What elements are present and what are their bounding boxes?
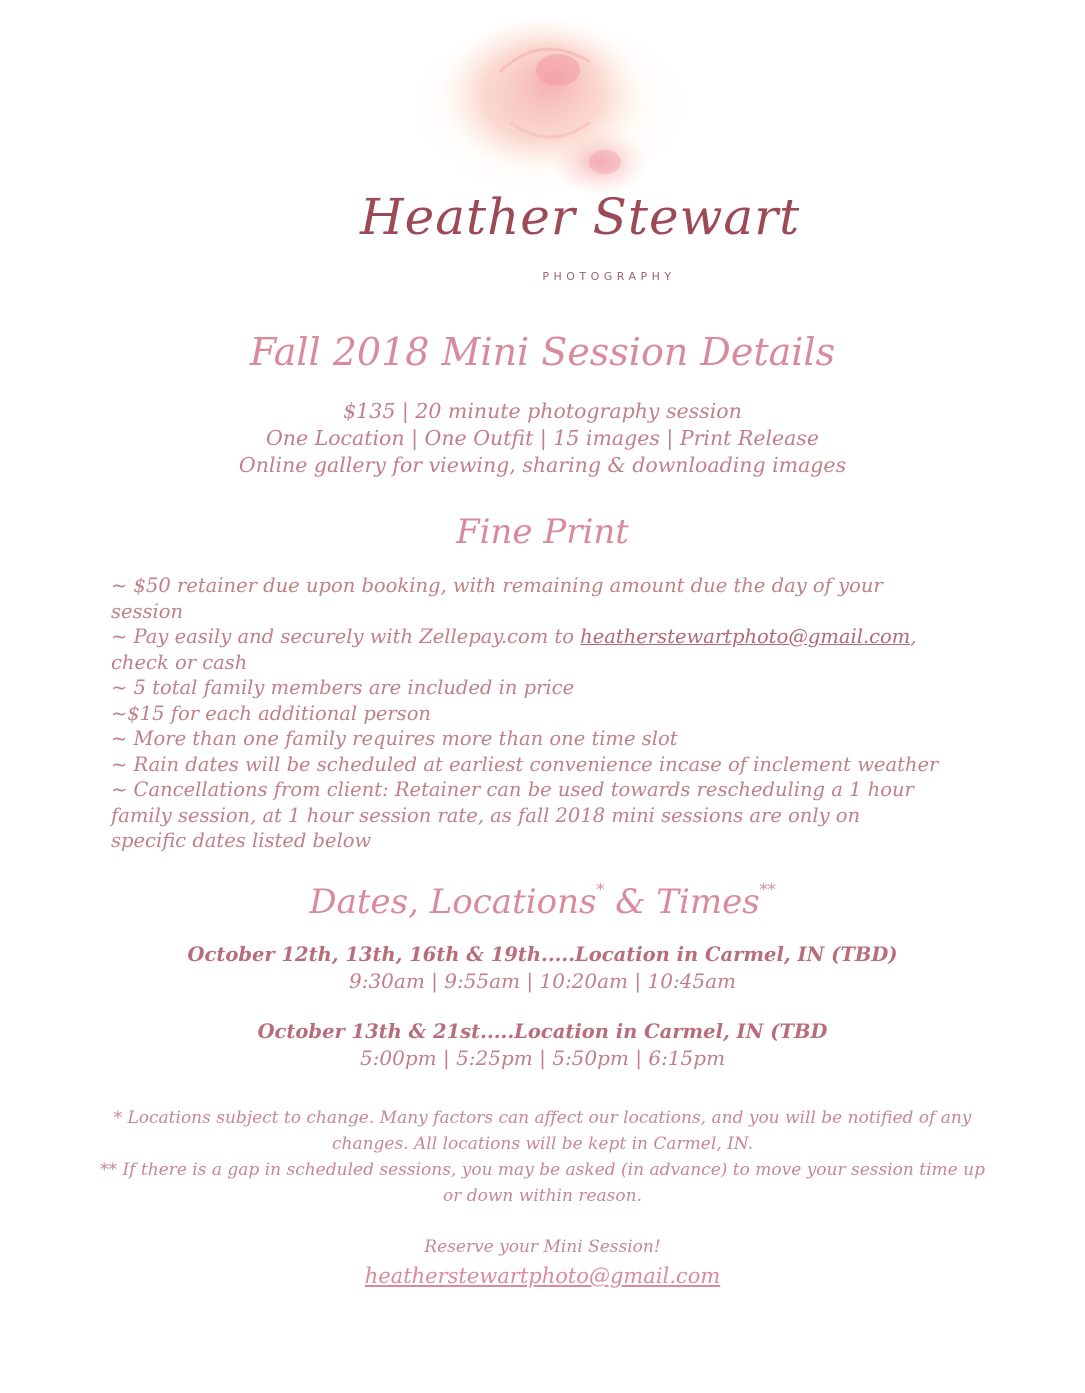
payment-prefix: ~ Pay easily and securely with Zellepay.com to <box>111 625 581 648</box>
intro-price-line: $135 | 20 minute photography session <box>343 399 742 423</box>
brand-logo <box>360 12 801 287</box>
intro-details-line: One Location | One Outfit | 15 images | Print Release <box>265 426 820 450</box>
payment-suffix: , check or cash <box>111 625 917 674</box>
session-2-times: 5:00pm | 5:25pm | 5:50pm | 6:15pm <box>359 1046 726 1070</box>
list-item-additional: ~$15 for each additional person <box>111 701 431 725</box>
intro-gallery-line: Online gallery for viewing, sharing & downloading images <box>238 453 847 477</box>
list-item-cancellations: ~ Cancellations from client: Retainer can be used towards rescheduling a 1 hour family session, at 1 hour session rate, as fall 2018 mini sessions are only on specific dates listed below <box>111 778 914 852</box>
footnote-locations: * Locations subject to change. Many factors can affect our locations, and you will be notified of any changes. All locations will be kept in Carmel, IN. <box>113 1108 972 1154</box>
dates-heading-mark-b: ** <box>759 880 776 899</box>
footnotes <box>100 1105 985 1209</box>
session-1-times: 9:30am | 9:55am | 10:20am | 10:45am <box>348 969 736 993</box>
session-2-dates: October 13th & 21st.....Location in Carmel, IN (TBD <box>257 1020 828 1043</box>
list-item-retainer: ~ $50 retainer due upon booking, with remaining amount due the day of your session <box>111 574 883 623</box>
dates-heading-part-a: Dates, Locations <box>309 882 597 922</box>
payment-email-link[interactable]: heatherstewartphoto@gmail.com <box>580 625 911 648</box>
reserve-label: Reserve your Mini Session! <box>424 1237 661 1257</box>
list-item-payment <box>111 624 941 675</box>
page-title: Fall 2018 Mini Session Details <box>249 330 836 374</box>
fine-print-list <box>111 573 941 854</box>
fine-print-heading: Fine Print <box>456 512 629 552</box>
footnote-gap: ** If there is a gap in scheduled sessions, you may be asked (in advance) to move your session time up or down within reason. <box>100 1160 985 1206</box>
reserve-email <box>0 1264 1085 1288</box>
dates-heading-mark-a: * <box>596 880 605 899</box>
brand-subtitle: PHOTOGRAPHY <box>542 270 676 283</box>
dates-heading <box>0 882 1085 922</box>
reserve-email-link[interactable]: heatherstewartphoto@gmail.com <box>364 1264 721 1288</box>
dates-heading-part-b: & Times <box>604 882 760 922</box>
list-item-multi-family: ~ More than one family requires more than one time slot <box>111 727 678 750</box>
list-item-rain: ~ Rain dates will be scheduled at earliest convenience incase of inclement weather <box>111 752 939 776</box>
brand-name: Heather Stewart <box>360 188 801 246</box>
session-1-dates: October 12th, 13th, 16th & 19th.....Location in Carmel, IN (TBD) <box>187 943 898 966</box>
list-item-family: ~ 5 total family members are included in price <box>111 676 575 699</box>
